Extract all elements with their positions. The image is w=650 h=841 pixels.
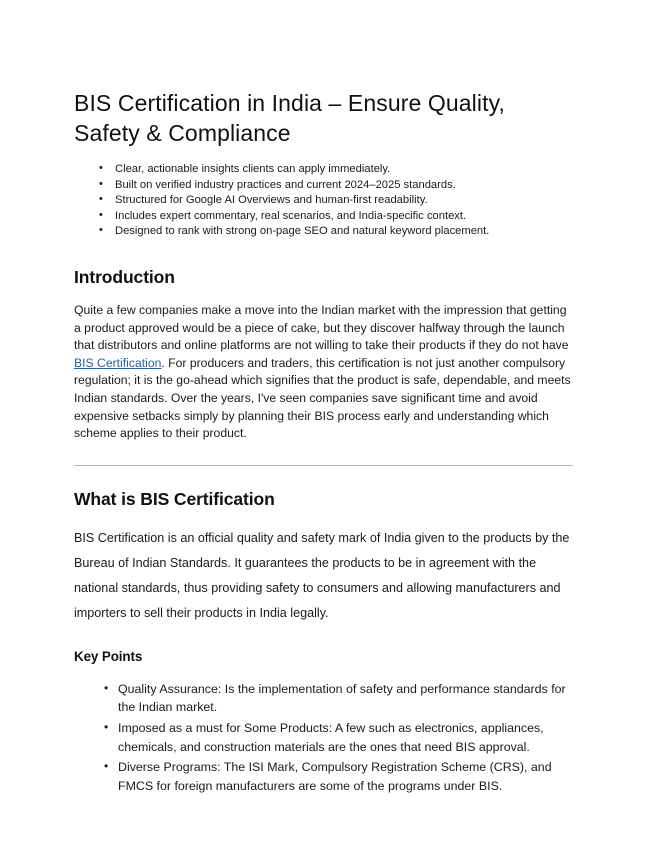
list-item: • Diverse Programs: The ISI Mark, Compulsory Registration Scheme (CRS), and FMCS for foreign manufacturers are some of the programs under BIS. [74,758,578,795]
bis-certification-link[interactable]: BIS Certification [74,355,162,370]
list-item: • Clear, actionable insights clients can apply immediately. [74,162,578,178]
list-item: • Built on verified industry practices and current 2024–2025 standards. [74,178,578,194]
what-is-bis-paragraph: BIS Certification is an official quality and safety mark of India given to the products by the Bureau of Indian Standards. It guarantees the products to be in agreement with the national standards, thus providing safety to consumers and allowing manufacturers and importers to sell their products in India legally. [74,530,570,620]
page-title: BIS Certification in India – Ensure Quality, Safety & Compliance [74,90,505,146]
highlights-list [74,162,578,240]
section-divider [74,465,573,466]
introduction-paragraph [74,302,574,443]
key-points-heading: Key Points [74,648,143,664]
introduction-heading: Introduction [74,266,175,287]
introduction-text-after-link: . For producers and traders, this certification is not just another compulsory regulation; it is the go-ahead which signifies that the product is safe, dependable, and meets Indian standards. Over the years, I've seen companies save significant time and avoid expensive setbacks simply by planning their BIS process early and understanding which scheme applies to their product. [74,355,571,441]
what-is-bis-heading: What is BIS Certification [74,488,275,509]
introduction-text-before-link: Quite a few companies make a move into the Indian market with the impression that getting a product approved would be a piece of cake, but they discover halfway through the launch that distributors and online platforms are not willing to take their products if they do not have [74,302,569,353]
list-item: • Includes expert commentary, real scenarios, and India-specific context. [74,209,578,225]
document-content [74,88,578,797]
list-item: • Structured for Google AI Overviews and human-first readability. [74,193,578,209]
list-item: • Imposed as a must for Some Products: A few such as electronics, appliances, chemicals, and construction materials are the ones that need BIS approval. [74,719,578,756]
list-item: • Designed to rank with strong on-page SEO and natural keyword placement. [74,224,578,240]
key-points-list [74,680,578,796]
list-item: • Quality Assurance: Is the implementation of safety and performance standards for the Indian market. [74,680,578,717]
